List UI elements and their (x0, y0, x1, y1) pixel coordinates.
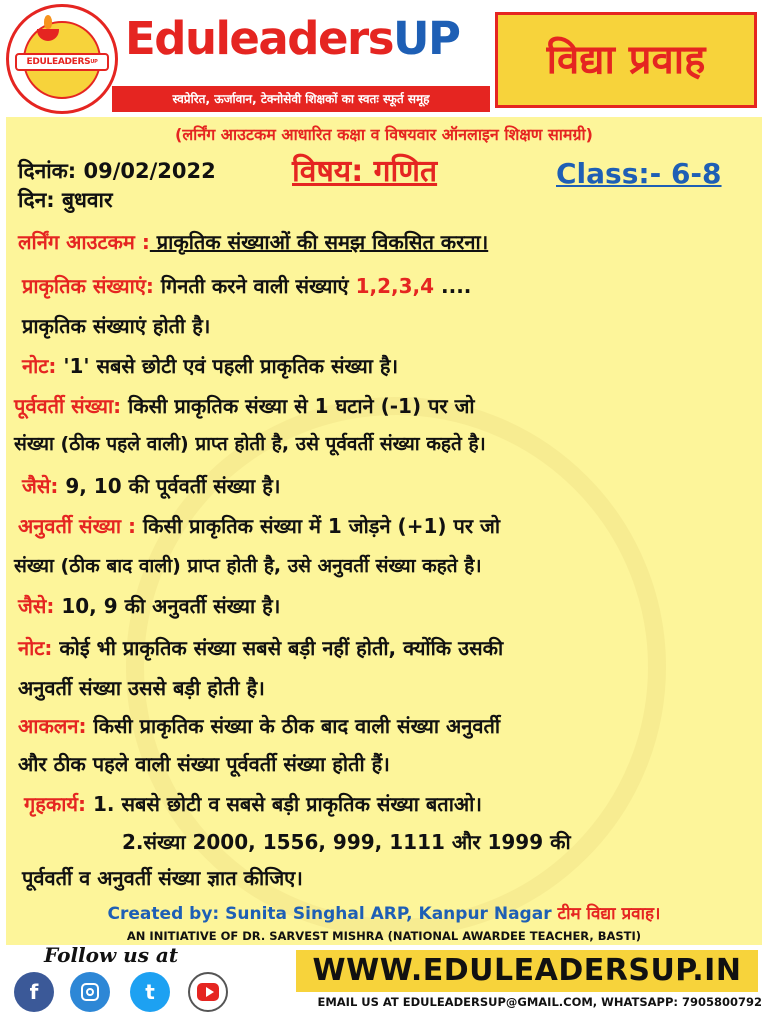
example-2-label: जैसे: (18, 594, 55, 618)
logo-text-main: EDULEADERS (26, 57, 91, 67)
predecessor-text: किसी प्राकृतिक संख्या से 1 घटाने (-1) पर जो (121, 394, 475, 418)
assessment-label: आकलन: (18, 714, 87, 738)
assessment (18, 712, 500, 740)
example-1-label: जैसे: (22, 474, 59, 498)
natural-numbers-text: गिनती करने वाली संख्याएं (153, 274, 356, 298)
brand-title-main: Eduleaders (125, 12, 394, 65)
note-1-label: नोट: (22, 354, 57, 378)
instagram-icon[interactable] (70, 972, 110, 1012)
example-1-text: 9, 10 की पूर्ववर्ती संख्या है। (58, 474, 281, 498)
twitter-glyph: t (145, 980, 155, 1004)
learning-outcome-label: लर्निंग आउटकम : (18, 230, 150, 254)
predecessor-definition (14, 392, 475, 420)
youtube-icon[interactable] (188, 972, 228, 1012)
facebook-icon[interactable] (14, 972, 54, 1012)
class: Class:- 6-8 (556, 157, 722, 190)
subject: विषय: गणित (292, 154, 438, 189)
credit-team: टीम विद्या प्रवाह। (557, 904, 661, 924)
homework-q1: 1. सबसे छोटी व सबसे बड़ी प्राकृतिक संख्या बताओ। (86, 792, 482, 816)
contact-info: EMAIL US AT EDULEADERSUP@GMAIL.COM, WHATSAPP: 7905800792 (317, 995, 762, 1009)
natural-numbers-label: प्राकृतिक संख्याएं: (22, 274, 154, 298)
natural-numbers-dots: .... (434, 274, 472, 298)
homework-q2: 2.संख्या 2000, 1556, 999, 1111 और 1999 की (122, 830, 571, 854)
brand-title-up: UP (393, 12, 460, 65)
predecessor-label: पूर्ववर्ती संख्या: (14, 394, 122, 418)
logo-text (15, 53, 109, 71)
credit-author: Created by: Sunita Singhal ARP, Kanpur Nagar (107, 904, 558, 924)
successor-text: किसी प्राकृतिक संख्या में 1 जोड़ने (+1) पर जो (136, 514, 500, 538)
assessment-line2: और ठीक पहले वाली संख्या पूर्ववर्ती संख्या होती हैं। (18, 752, 390, 776)
natural-numbers-example: 1,2,3,4 (355, 274, 435, 298)
predecessor-line2: संख्या (ठीक पहले वाली) प्राप्त होती है, उसे पूर्ववर्ती संख्या कहते है। (14, 433, 486, 455)
credit (0, 902, 768, 926)
subtitle: (लर्निंग आउटकम आधारित कक्षा व विषयवार ऑनलाइन शिक्षण सामग्री) (175, 125, 593, 144)
date: दिनांक: 09/02/2022 (18, 159, 216, 183)
brand-title (125, 6, 460, 72)
learning-outcome-text: प्राकृतिक संख्याओं की समझ विकसित करना। (149, 230, 489, 254)
note-1-text: '1' सबसे छोटी एवं पहली प्राकृतिक संख्या है। (56, 354, 399, 378)
note-2-label: नोट: (18, 636, 53, 660)
initiative: AN INITIATIVE OF DR. SARVEST MISHRA (NATIONAL AWARDEE TEACHER, BASTI) (126, 929, 642, 943)
lamp-flame-icon (44, 15, 52, 29)
instagram-lens (86, 988, 94, 996)
natural-numbers-definition (22, 272, 471, 300)
series-title: विद्या प्रवाह (546, 37, 706, 83)
successor-line2: संख्या (ठीक बाद वाली) प्राप्त होती है, उसे अनुवर्ती संख्या कहते है। (14, 555, 482, 577)
successor-definition (18, 512, 500, 540)
assessment-text: किसी प्राकृतिक संख्या के ठीक बाद वाली संख्या अनुवर्ती (86, 714, 501, 738)
note-2 (18, 634, 503, 662)
example-1 (22, 472, 280, 500)
example-2-text: 10, 9 की अनुवर्ती संख्या है। (54, 594, 281, 618)
website-link[interactable]: WWW.EDULEADERSUP.IN (312, 953, 742, 988)
note-2-line2: अनुवर्ती संख्या उससे बड़ी होती है। (18, 676, 265, 700)
successor-label: अनुवर्ती संख्या : (18, 514, 137, 538)
note-1 (22, 352, 398, 380)
logo-text-sup: UP (90, 59, 98, 65)
tagline: स्वप्रेरित, ऊर्जावान, टेक्नोसेवी शिक्षकों का स्वतः स्फूर्त समूह (172, 92, 430, 106)
logo (6, 4, 118, 114)
facebook-glyph: f (29, 980, 39, 1004)
homework (24, 790, 482, 818)
example-2 (18, 592, 280, 620)
note-2-text: कोई भी प्राकृतिक संख्या सबसे बड़ी नहीं होती, क्योंकि उसकी (52, 636, 504, 660)
follow-us-label: Follow us at (44, 943, 179, 967)
natural-numbers-line2: प्राकृतिक संख्याएं होती है। (22, 314, 211, 338)
day: दिन: बुधवार (18, 188, 113, 212)
homework-label: गृहकार्य: (24, 792, 87, 816)
learning-outcome (18, 228, 488, 256)
twitter-icon[interactable] (130, 972, 170, 1012)
homework-q2-line2: पूर्ववर्ती व अनुवर्ती संख्या ज्ञात कीजिए। (22, 866, 303, 890)
youtube-play-triangle (206, 987, 214, 997)
